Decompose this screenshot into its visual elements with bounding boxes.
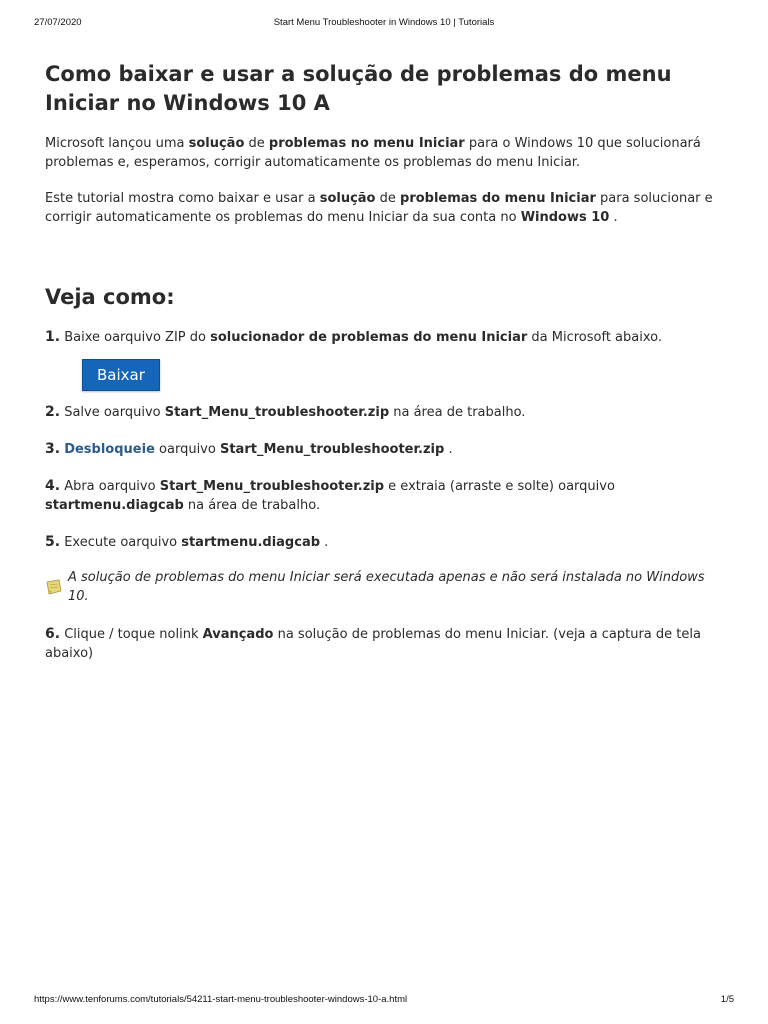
text: . <box>444 442 453 457</box>
bold-text: solução <box>188 136 245 151</box>
step-3 <box>45 440 725 459</box>
bold-text: problemas do menu Iniciar <box>400 191 596 206</box>
step-6 <box>45 625 725 663</box>
intro-paragraph-1 <box>45 134 725 172</box>
text: e extraia (arraste e solte) oarquivo <box>384 479 615 494</box>
bold-text: Avançado <box>202 627 274 642</box>
step-2 <box>45 403 725 422</box>
bold-text: Start_Menu_troubleshooter.zip <box>159 479 385 494</box>
article-title: Como baixar e usar a solução de problemas do menu Iniciar no Windows 10 A <box>45 62 672 115</box>
text: . <box>609 210 618 225</box>
bold-text: solução <box>319 191 376 206</box>
text: oarquivo <box>154 442 220 457</box>
note <box>45 568 725 606</box>
unblock-link[interactable]: Desbloqueie <box>64 442 155 457</box>
bold-text: problemas no menu Iniciar <box>268 136 465 151</box>
text: para solucionar e corrigir automaticamente os problemas do menu Iniciar da sua conta no <box>45 191 713 225</box>
bold-text: solucionador de problemas do menu Iniciar <box>210 330 528 345</box>
download-button-row <box>45 347 725 391</box>
text: de <box>375 191 401 206</box>
note-icon <box>45 579 63 595</box>
bold-text: startmenu.diagcab <box>45 498 184 513</box>
page-url: https://www.tenforums.com/tutorials/54211-start-menu-troubleshooter-windows-10-a.html <box>34 994 408 1005</box>
print-date: 27/07/2020 <box>34 17 82 28</box>
step-1 <box>45 328 725 347</box>
step-4 <box>45 477 725 515</box>
text: Microsoft lançou uma <box>45 136 189 151</box>
text: na área de trabalho. <box>389 405 526 420</box>
text: Este tutorial mostra como baixar e usar a <box>45 191 320 206</box>
text: Salve oarquivo <box>60 405 165 420</box>
text: da Microsoft abaixo. <box>527 330 663 345</box>
print-footer <box>0 994 768 1008</box>
intro-paragraph-2 <box>45 189 725 227</box>
text: de <box>244 136 269 151</box>
step-number: 2. <box>45 404 61 420</box>
download-button[interactable]: Baixar <box>82 359 160 391</box>
print-title: Start Menu Troubleshooter in Windows 10 | Tutorials <box>273 17 495 28</box>
bold-text: startmenu.diagcab <box>181 535 321 550</box>
text: Execute oarquivo <box>60 535 182 550</box>
step-number: 5. <box>45 534 61 550</box>
text: na solução de problemas do menu Iniciar. (veja a captura de tela abaixo) <box>45 627 701 661</box>
bold-text: Windows 10 <box>520 210 610 225</box>
text: Abra oarquivo <box>60 479 160 494</box>
note-text: A solução de problemas do menu Iniciar será executada apenas e não será instalada no Windows 10. <box>68 570 705 604</box>
print-header <box>0 17 768 31</box>
step-number: 6. <box>45 626 61 642</box>
text: Baixe oarquivo ZIP do <box>60 330 211 345</box>
step-number: 3. <box>45 441 61 457</box>
text: na área de trabalho. <box>183 498 321 513</box>
text: . <box>320 535 329 550</box>
bold-text: Start_Menu_troubleshooter.zip <box>164 405 390 420</box>
step-number: 1. <box>45 329 61 345</box>
article-content <box>45 60 725 663</box>
text: Clique / toque nolink <box>60 627 203 642</box>
section-title: Veja como: <box>45 285 175 309</box>
step-5 <box>45 533 725 552</box>
step-number: 4. <box>45 478 61 494</box>
page-number: 1/5 <box>720 994 734 1005</box>
bold-text: Start_Menu_troubleshooter.zip <box>219 442 445 457</box>
text: para o Windows 10 que solucionará problemas e, esperamos, corrigir automaticamente os problemas do menu Iniciar. <box>45 136 701 170</box>
